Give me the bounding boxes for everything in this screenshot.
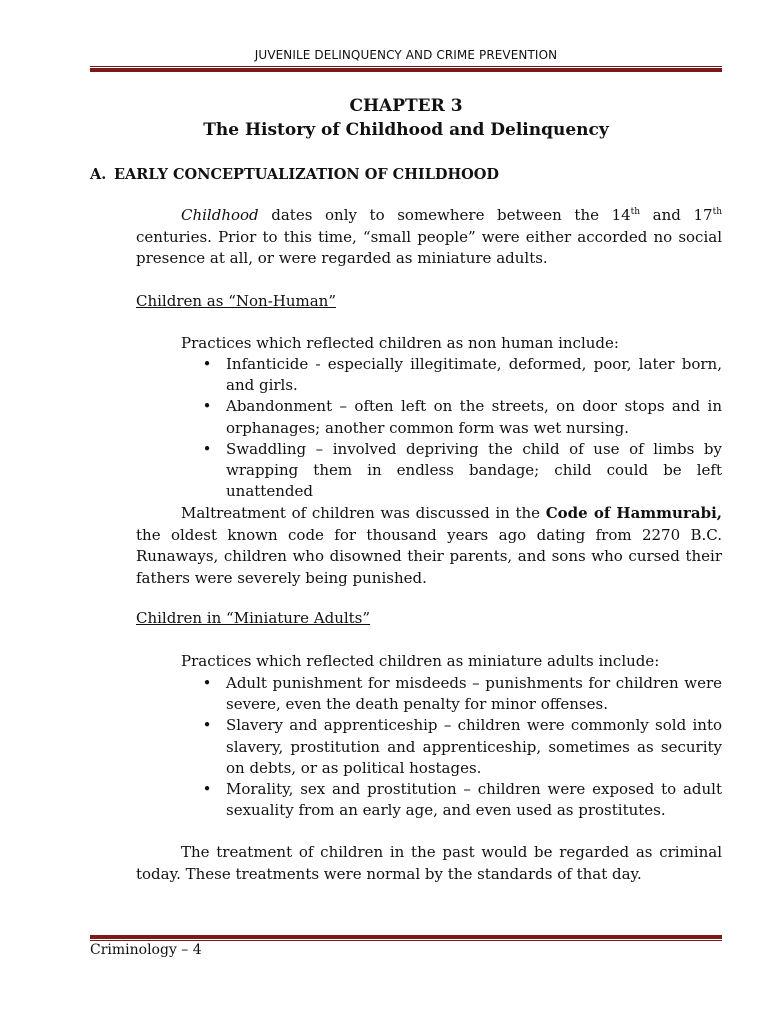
- childhood-paragraph: [136, 205, 722, 270]
- list-item: [200, 439, 722, 503]
- subheading-miniature-adults: Children in “Miniature Adults”: [136, 609, 371, 627]
- hammurabi-code-name: Code of Hammurabi,: [545, 504, 722, 522]
- footer-rule-thick: [90, 935, 722, 939]
- list-item-text: Slavery and apprenticeship – children were commonly sold into slavery, prostitution and apprenticeship, sometimes as security on debts, or as political hostages.: [226, 716, 722, 777]
- header-rule-thick: [90, 68, 722, 72]
- non-human-bullet-list: [200, 354, 722, 502]
- childhood-text-1: dates only to somewhere between the 14: [258, 206, 631, 224]
- bullet-dot: •: [202, 780, 212, 799]
- footer-page-label: Criminology – 4: [90, 942, 202, 958]
- list-item: [200, 715, 722, 779]
- list-item-text: Morality, sex and prostitution – children were exposed to adult sexuality from an early age, and even used as prostitutes.: [226, 780, 722, 820]
- list-item: [200, 779, 722, 821]
- section-title: EARLY CONCEPTUALIZATION OF CHILDHOOD: [114, 166, 500, 183]
- bullet-dot: •: [202, 355, 212, 373]
- running-header: JUVENILE DELINQUENCY AND CRIME PREVENTION: [254, 48, 558, 62]
- hammurabi-text-after: the oldest known code for thousand years ago dating from 2270 B.C. Runaways, children who disowned their parents, and sons who cursed their fathers were severely being punished.: [136, 525, 722, 587]
- list-item-text: Infanticide - especially illegitimate, deformed, poor, later born, and girls.: [226, 355, 722, 395]
- hammurabi-paragraph: [136, 503, 722, 589]
- footer-rule-thin: [90, 940, 722, 941]
- bullet-dot: •: [202, 716, 212, 735]
- chapter-title: The History of Childhood and Delinquency: [203, 120, 609, 140]
- list-item-text: Adult punishment for misdeeds – punishments for children were severe, even the death penalty for minor offenses.: [226, 674, 722, 714]
- miniature-adults-intro: Practices which reflected children as miniature adults include:: [181, 652, 660, 670]
- superscript-th-2: th: [712, 207, 722, 217]
- list-item: [200, 354, 722, 396]
- closing-paragraph: The treatment of children in the past would be regarded as criminal today. These treatments were normal by the standards of that day.: [136, 843, 722, 883]
- superscript-th-1: th: [630, 207, 641, 217]
- childhood-text-3: centuries. Prior to this time, “small people” were either accorded no social presence at all, or were regarded as miniature adults.: [136, 227, 722, 267]
- header-rule-thin: [90, 66, 722, 67]
- childhood-term: Childhood: [181, 206, 259, 224]
- section-heading: [90, 166, 499, 183]
- list-item: [200, 396, 722, 438]
- bullet-dot: •: [202, 674, 212, 692]
- list-item-text: Abandonment – often left on the streets, on door stops and in orphanages; another common form was wet nursing.: [226, 397, 722, 437]
- list-item: [200, 673, 722, 715]
- bullet-dot: •: [202, 439, 212, 458]
- subheading-non-human: Children as “Non-Human”: [136, 292, 337, 310]
- section-number: A.: [90, 166, 107, 183]
- bullet-dot: •: [202, 397, 212, 416]
- miniature-adults-bullet-list: [200, 673, 722, 821]
- hammurabi-text-before: Maltreatment of children was discussed in the: [181, 504, 546, 522]
- non-human-intro: Practices which reflected children as non human include:: [181, 334, 619, 352]
- chapter-label: CHAPTER 3: [349, 96, 463, 116]
- list-item-text: Swaddling – involved depriving the child of use of limbs by wrapping them in endless bandage; child could be left unattended: [226, 439, 722, 501]
- childhood-text-2: and 17: [640, 206, 713, 224]
